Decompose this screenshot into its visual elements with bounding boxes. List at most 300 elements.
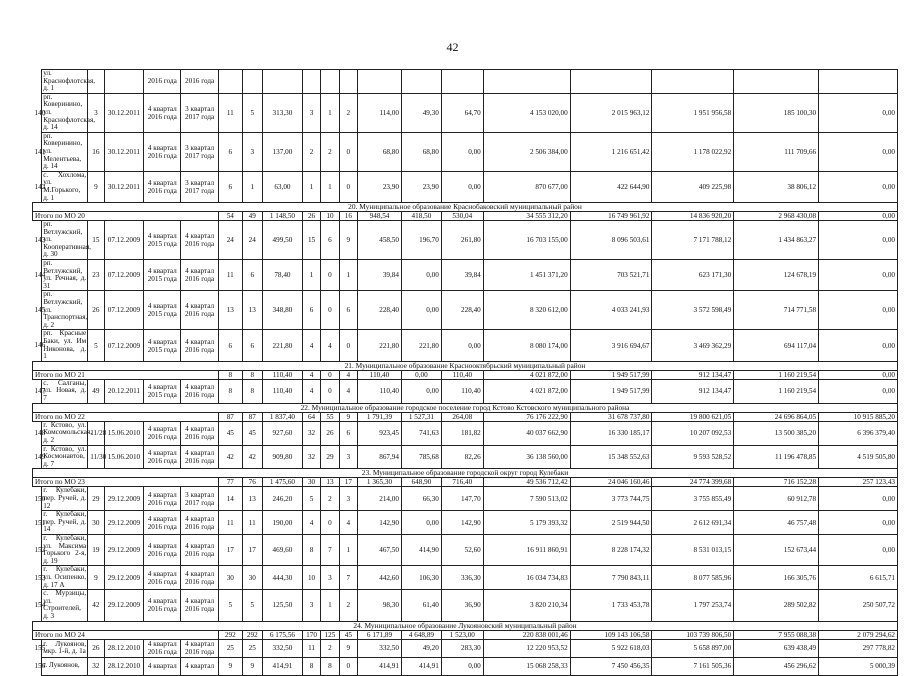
date: 29.12.2009 <box>104 566 144 590</box>
total-cost: 36 138 560,00 <box>483 445 570 469</box>
private-premises <box>321 70 339 94</box>
municipal-premises: 4 <box>339 511 357 535</box>
total-cost: 4 021 872,00 <box>483 379 570 403</box>
subtotal-area: 1 148,50 <box>262 212 302 221</box>
persons: 5 <box>242 93 262 132</box>
address: рп. Коверинино, ул. Мелентьева, д. 14 <box>42 132 88 171</box>
subtotal-row <box>33 212 898 221</box>
list-number: 26 <box>88 291 104 330</box>
address: г. Кстово, ул. Космонавтов, д. 7 <box>43 444 87 468</box>
row-number: 146 <box>34 341 46 350</box>
table-row <box>33 590 898 621</box>
row-number: 156 <box>34 662 46 671</box>
subtotal-private-premises: 0 <box>321 370 339 379</box>
end-period: 3 квартал 2017 года <box>181 93 219 132</box>
residents: 11 <box>219 511 243 535</box>
municipal-premises: 2 <box>339 590 357 621</box>
address: с. Хохлома, ул. М.Горького, д. 1 <box>43 170 87 202</box>
local-cost: 60 912,78 <box>734 487 819 511</box>
subtotal-total-cost: 220 838 001,46 <box>483 630 570 639</box>
table-row <box>33 566 898 590</box>
total-cost: 1 451 371,20 <box>483 260 570 291</box>
total-premises: 11 <box>302 639 320 657</box>
date: 07.12.2009 <box>104 221 144 260</box>
end-period: 4 квартал 2016 года <box>181 511 219 535</box>
other-cost: 0,00 <box>819 171 898 202</box>
table-row <box>33 221 898 260</box>
private-premises: 0 <box>321 379 339 403</box>
end-period: 4 квартал 2016 года <box>181 421 219 445</box>
list-number: 32 <box>88 657 104 675</box>
municipal-premises: 0 <box>339 132 357 171</box>
subtotal-private-area: 4 648,89 <box>401 630 441 639</box>
subtotal-regional-cost: 19 800 621,05 <box>652 412 734 421</box>
total-cost: 870 677,00 <box>483 171 570 202</box>
subtotal-row <box>33 630 898 639</box>
table-row <box>33 421 898 445</box>
regional-cost: 1 797 253,74 <box>652 590 734 621</box>
local-cost: 46 757,48 <box>734 511 819 535</box>
total-area: 442,60 <box>358 566 402 590</box>
list-number: 23 <box>88 260 104 291</box>
table-row <box>33 487 898 511</box>
residents: 11 <box>219 93 243 132</box>
fund-cost: 7 450 456,35 <box>570 657 652 675</box>
subtotal-fund-cost: 109 143 106,58 <box>570 630 652 639</box>
subtotal-label: Итого по МО 23 <box>33 478 219 487</box>
section-title: 21. Муниципальное образование Краснооктябрьский муниципальный район <box>33 361 898 370</box>
subtotal-persons: 87 <box>242 412 262 421</box>
row-number: 141 <box>34 147 46 156</box>
local-cost: 1 434 863,27 <box>734 221 819 260</box>
regional-cost: 10 207 092,53 <box>652 421 734 445</box>
persons: 6 <box>242 330 262 361</box>
subtotal-municipal-premises: 16 <box>339 212 357 221</box>
fund-cost: 422 644,90 <box>570 171 652 202</box>
other-cost: 5 000,39 <box>819 657 898 675</box>
fund-cost: 3 916 694,67 <box>570 330 652 361</box>
end-period: 2016 года <box>181 70 219 94</box>
address: с. Салганы, ул. Новая, д. 7 <box>43 378 87 402</box>
total-premises: 6 <box>302 291 320 330</box>
persons: 24 <box>242 221 262 260</box>
area: 414,91 <box>262 657 302 675</box>
subtotal-fund-cost: 31 678 737,80 <box>570 412 652 421</box>
fund-cost: 3 773 744,75 <box>570 487 652 511</box>
other-cost: 0,00 <box>819 93 898 132</box>
subtotal-total-cost: 4 021 872,00 <box>483 370 570 379</box>
section-header-row <box>33 403 898 412</box>
subtotal-other-cost: 0,00 <box>819 212 898 221</box>
section-title: 23. Муниципальное образование городской округ город Кулебаки <box>33 469 898 478</box>
subtotal-area: 1 475,60 <box>262 478 302 487</box>
other-cost: 6 615,71 <box>819 566 898 590</box>
regional-cost: 8 531 013,15 <box>652 534 734 565</box>
private-area: 196,70 <box>401 221 441 260</box>
subtotal-residents: 54 <box>219 212 243 221</box>
start-period: 4 квартал 2016 года <box>144 590 181 621</box>
subtotal-municipal-area: 110,40 <box>441 370 483 379</box>
subtotal-persons: 49 <box>242 212 262 221</box>
subtotal-total-area: 1 791,39 <box>358 412 402 421</box>
fund-cost: 2 519 944,50 <box>570 511 652 535</box>
municipal-premises: 2 <box>339 93 357 132</box>
section-header-row <box>33 203 898 212</box>
private-area: 741,63 <box>401 421 441 445</box>
private-area: 61,40 <box>401 590 441 621</box>
private-premises: 0 <box>321 291 339 330</box>
subtotal-other-cost: 2 079 294,62 <box>819 630 898 639</box>
subtotal-label: Итого по МО 22 <box>33 412 219 421</box>
area: 125,50 <box>262 590 302 621</box>
row-number: 140 <box>34 108 46 117</box>
start-period: 4 квартал 2015 года <box>144 260 181 291</box>
subtotal-regional-cost: 14 836 920,20 <box>652 212 734 221</box>
area: 137,00 <box>262 132 302 171</box>
end-period: 4 квартал 2016 года <box>181 534 219 565</box>
fund-cost: 1 949 517,99 <box>570 379 652 403</box>
regional-cost: 9 593 528,52 <box>652 445 734 469</box>
row-number: 151 <box>34 518 46 527</box>
end-period: 4 квартал 2016 года <box>181 566 219 590</box>
address: г. Кулебаки, пер. Ручей, д. 14 <box>43 510 87 534</box>
fund-cost: 1 733 453,78 <box>570 590 652 621</box>
subtotal-other-cost: 257 123,43 <box>819 478 898 487</box>
area: 63,00 <box>262 171 302 202</box>
table-row <box>33 93 898 132</box>
total-area: 332,50 <box>358 639 402 657</box>
date: 07.12.2009 <box>104 291 144 330</box>
subtotal-total-area: 6 171,89 <box>358 630 402 639</box>
local-cost: 289 502,82 <box>734 590 819 621</box>
municipal-area: 283,30 <box>441 639 483 657</box>
subtotal-area: 1 837,40 <box>262 412 302 421</box>
subtotal-persons: 8 <box>242 370 262 379</box>
regional-cost: 7 171 788,12 <box>652 221 734 260</box>
total-premises: 32 <box>302 445 320 469</box>
table-body <box>33 70 898 676</box>
area: 78,40 <box>262 260 302 291</box>
subtotal-residents: 8 <box>219 370 243 379</box>
list-number: 29 <box>88 487 104 511</box>
section-header-row <box>33 469 898 478</box>
other-cost: 0,00 <box>819 534 898 565</box>
start-period: 2016 года <box>144 70 181 94</box>
row-number: 148 <box>34 429 46 438</box>
private-premises: 1 <box>321 171 339 202</box>
persons: 5 <box>242 590 262 621</box>
municipal-premises: 1 <box>339 260 357 291</box>
date: 28.12.2010 <box>104 657 144 675</box>
subtotal-municipal-area: 1 523,00 <box>441 630 483 639</box>
total-area: 414,91 <box>358 657 402 675</box>
residents: 9 <box>219 657 243 675</box>
date: 15.06.2010 <box>104 421 144 445</box>
address: г. Кулебаки, ул. Осипенко, д. 17 А <box>43 565 87 589</box>
persons: 11 <box>242 511 262 535</box>
local-cost: 38 806,12 <box>734 171 819 202</box>
subtotal-label: Итого по МО 20 <box>33 212 219 221</box>
total-cost: 3 820 210,34 <box>483 590 570 621</box>
area: 444,30 <box>262 566 302 590</box>
address: рп. Красные Баки, ул. Им Никонова, д. 1 <box>43 329 87 361</box>
table-row <box>33 171 898 202</box>
total-cost: 7 590 513,02 <box>483 487 570 511</box>
private-area: 0,00 <box>401 260 441 291</box>
total-cost: 12 220 953,52 <box>483 639 570 657</box>
start-period: 4 квартал 2016 года <box>144 534 181 565</box>
list-number: 26 <box>88 639 104 657</box>
area: 246,20 <box>262 487 302 511</box>
residents: 6 <box>219 171 243 202</box>
start-period: 4 квартал 2016 года <box>144 93 181 132</box>
residents: 25 <box>219 639 243 657</box>
list-number: 49 <box>88 379 104 403</box>
fund-cost: 4 033 241,93 <box>570 291 652 330</box>
regional-cost: 8 077 585,96 <box>652 566 734 590</box>
local-cost: 124 678,19 <box>734 260 819 291</box>
date: 29.12.2009 <box>104 487 144 511</box>
other-cost: 0,00 <box>819 291 898 330</box>
persons: 45 <box>242 421 262 445</box>
subtotal-private-premises: 13 <box>321 478 339 487</box>
subtotal-area: 110,40 <box>262 370 302 379</box>
total-cost: 15 068 258,33 <box>483 657 570 675</box>
table-row <box>33 639 898 657</box>
area: 499,50 <box>262 221 302 260</box>
date: 30.12.2011 <box>104 93 144 132</box>
fund-cost: 2 015 963,12 <box>570 93 652 132</box>
row-number: 143 <box>34 236 46 245</box>
end-period: 4 квартал 2016 года <box>181 260 219 291</box>
list-number: 11/30 <box>88 445 104 469</box>
subtotal-total-premises: 170 <box>302 630 320 639</box>
private-premises: 4 <box>321 330 339 361</box>
residents: 14 <box>219 487 243 511</box>
housing-program-table-wrapper <box>32 69 898 676</box>
start-period: 4 квартал 2015 года <box>144 221 181 260</box>
area: 927,60 <box>262 421 302 445</box>
total-area: 867,94 <box>358 445 402 469</box>
municipal-area: 0,00 <box>441 657 483 675</box>
persons: 6 <box>242 260 262 291</box>
private-area: 106,30 <box>401 566 441 590</box>
total-area: 458,50 <box>358 221 402 260</box>
local-cost: 456 296,62 <box>734 657 819 675</box>
start-period: 4 квартал 2015 года <box>144 291 181 330</box>
persons: 9 <box>242 657 262 675</box>
subtotal-local-cost: 716 152,28 <box>734 478 819 487</box>
other-cost: 250 507,72 <box>819 590 898 621</box>
subtotal-private-premises: 125 <box>321 630 339 639</box>
section-header-row <box>33 361 898 370</box>
municipal-premises: 9 <box>339 221 357 260</box>
regional-cost: 1 178 022,92 <box>652 132 734 171</box>
total-premises: 8 <box>302 657 320 675</box>
fund-cost: 8 228 174,32 <box>570 534 652 565</box>
other-cost: 0,00 <box>819 487 898 511</box>
municipal-area: 82,26 <box>441 445 483 469</box>
start-period: 4 квартал 2016 года <box>144 487 181 511</box>
local-cost: 1 160 219,54 <box>734 379 819 403</box>
start-period: 4 квартал 2016 года <box>144 445 181 469</box>
subtotal-total-cost: 76 176 222,90 <box>483 412 570 421</box>
date: 20.12.2011 <box>104 379 144 403</box>
subtotal-local-cost: 1 160 219,54 <box>734 370 819 379</box>
table-row <box>33 511 898 535</box>
subtotal-private-area: 1 527,31 <box>401 412 441 421</box>
persons: 3 <box>242 132 262 171</box>
total-premises: 32 <box>302 421 320 445</box>
row-number: 149 <box>34 452 46 461</box>
section-title: 22. Муниципальное образование городское поселение город Кстово Кстовского муниципального района <box>33 403 898 412</box>
regional-cost: 5 658 897,00 <box>652 639 734 657</box>
persons <box>242 70 262 94</box>
municipal-premises: 0 <box>339 171 357 202</box>
date <box>104 70 144 94</box>
row-number: 145 <box>34 306 46 315</box>
private-premises: 7 <box>321 534 339 565</box>
municipal-premises: 6 <box>339 421 357 445</box>
residents: 42 <box>219 445 243 469</box>
fund-cost: 7 790 843,11 <box>570 566 652 590</box>
area: 110,40 <box>262 379 302 403</box>
residents: 6 <box>219 330 243 361</box>
list-number: 9 <box>88 171 104 202</box>
municipal-premises <box>339 70 357 94</box>
total-area: 467,50 <box>358 534 402 565</box>
residents: 8 <box>219 379 243 403</box>
total-area <box>358 70 402 94</box>
subtotal-persons: 292 <box>242 630 262 639</box>
area: 332,50 <box>262 639 302 657</box>
table-row <box>33 70 898 94</box>
local-cost: 185 100,30 <box>734 93 819 132</box>
date: 30.12.2011 <box>104 171 144 202</box>
persons: 42 <box>242 445 262 469</box>
subtotal-private-premises: 55 <box>321 412 339 421</box>
subtotal-total-area: 1 365,30 <box>358 478 402 487</box>
municipal-area: 147,70 <box>441 487 483 511</box>
end-period: 4 квартал 2016 года <box>181 445 219 469</box>
row-number: 155 <box>34 644 46 653</box>
municipal-area: 52,60 <box>441 534 483 565</box>
total-premises: 3 <box>302 590 320 621</box>
subtotal-total-cost: 49 536 712,42 <box>483 478 570 487</box>
other-cost: 6 396 379,40 <box>819 421 898 445</box>
persons: 25 <box>242 639 262 657</box>
total-area: 114,00 <box>358 93 402 132</box>
area: 221,80 <box>262 330 302 361</box>
municipal-premises: 9 <box>339 639 357 657</box>
municipal-area: 64,70 <box>441 93 483 132</box>
address: г. Лукоянов, <box>42 657 88 675</box>
total-cost <box>483 70 570 94</box>
persons: 1 <box>242 171 262 202</box>
private-area: 0,00 <box>401 379 441 403</box>
list-number: 9 <box>88 566 104 590</box>
municipal-area: 0,00 <box>441 171 483 202</box>
private-area: 23,90 <box>401 171 441 202</box>
subtotal-municipal-premises: 45 <box>339 630 357 639</box>
date: 29.12.2009 <box>104 511 144 535</box>
local-cost: 694 117,04 <box>734 330 819 361</box>
residents: 17 <box>219 534 243 565</box>
residents: 6 <box>219 132 243 171</box>
regional-cost: 623 171,30 <box>652 260 734 291</box>
list-number: 15 <box>88 221 104 260</box>
other-cost: 0,00 <box>819 132 898 171</box>
section-title: 24. Муниципальное образование Лукояновский муниципальный район <box>33 621 898 630</box>
address: г. Лукоянов, мкр. 1-й, д. 1а <box>43 639 87 656</box>
municipal-area: 228,40 <box>441 291 483 330</box>
total-area: 68,80 <box>358 132 402 171</box>
private-area: 49,30 <box>401 93 441 132</box>
list-number: 11/28 <box>88 421 104 445</box>
fund-cost: 8 096 503,61 <box>570 221 652 260</box>
other-cost: 4 519 505,80 <box>819 445 898 469</box>
subtotal-local-cost: 24 696 864,05 <box>734 412 819 421</box>
section-title: 20. Муниципальное образование Краснобаковский муниципальный район <box>33 203 898 212</box>
row-number: 153 <box>34 573 46 582</box>
fund-cost: 16 330 185,17 <box>570 421 652 445</box>
subtotal-row <box>33 412 898 421</box>
local-cost: 11 196 478,85 <box>734 445 819 469</box>
total-premises: 2 <box>302 132 320 171</box>
table-row <box>33 445 898 469</box>
start-period: 4 квартал 2016 года <box>144 566 181 590</box>
total-premises: 1 <box>302 171 320 202</box>
persons: 17 <box>242 534 262 565</box>
subtotal-residents: 87 <box>219 412 243 421</box>
table-row <box>33 330 898 361</box>
total-premises: 4 <box>302 330 320 361</box>
total-premises <box>302 70 320 94</box>
total-area: 98,30 <box>358 590 402 621</box>
total-area: 23,90 <box>358 171 402 202</box>
municipal-area: 261,80 <box>441 221 483 260</box>
address: г. Кстово, ул. Комсомольская, д. 2 <box>43 420 93 444</box>
fund-cost: 703 521,71 <box>570 260 652 291</box>
start-period: 4 квартал 2015 года <box>144 330 181 361</box>
subtotal-other-cost: 0,00 <box>819 370 898 379</box>
subtotal-local-cost: 2 968 430,08 <box>734 212 819 221</box>
municipal-premises: 4 <box>339 379 357 403</box>
subtotal-area: 6 175,56 <box>262 630 302 639</box>
subtotal-fund-cost: 1 949 517,99 <box>570 370 652 379</box>
start-period: 4 квартал 2016 года <box>144 132 181 171</box>
total-premises: 8 <box>302 534 320 565</box>
other-cost: 0,00 <box>819 330 898 361</box>
list-number: 3 <box>88 93 104 132</box>
subtotal-fund-cost: 16 749 961,92 <box>570 212 652 221</box>
local-cost: 714 771,58 <box>734 291 819 330</box>
subtotal-private-premises: 10 <box>321 212 339 221</box>
subtotal-total-area: 110,40 <box>358 370 402 379</box>
total-cost: 5 179 393,32 <box>483 511 570 535</box>
page-number: 42 <box>446 40 459 54</box>
start-period: 4 квартал <box>144 657 181 675</box>
local-cost: 166 305,76 <box>734 566 819 590</box>
end-period: 4 квартал 2016 года <box>181 639 219 657</box>
list-number: 5 <box>88 330 104 361</box>
municipal-premises: 3 <box>339 445 357 469</box>
total-area: 39,84 <box>358 260 402 291</box>
private-premises: 1 <box>321 93 339 132</box>
municipal-area: 0,00 <box>441 132 483 171</box>
subtotal-municipal-area: 264,08 <box>441 412 483 421</box>
regional-cost: 7 161 505,36 <box>652 657 734 675</box>
